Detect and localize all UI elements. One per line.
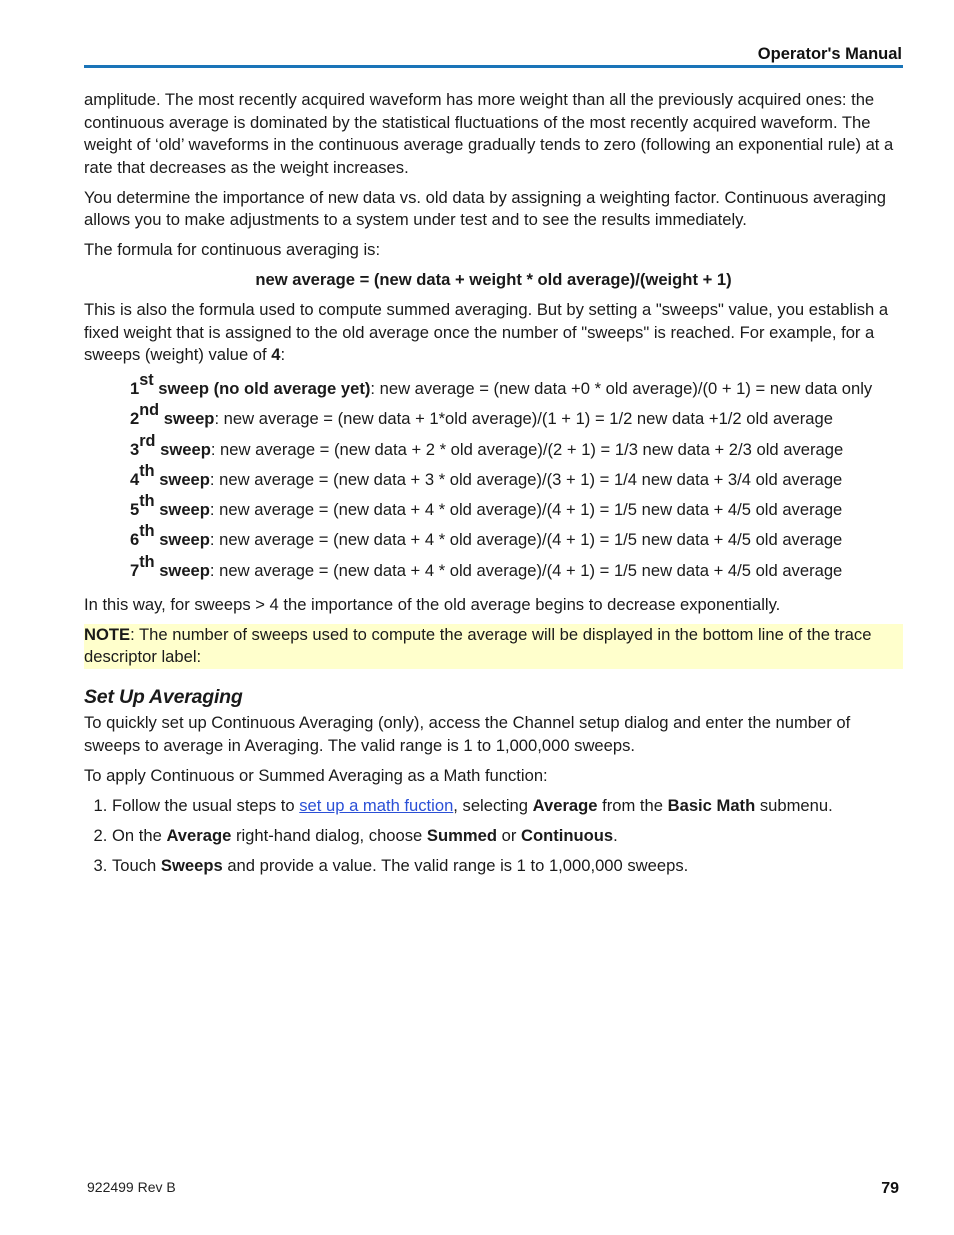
page-number: 79 <box>881 1180 899 1197</box>
paragraph-quick-setup: To quickly set up Continuous Averaging (only), access the Channel setup dialog and enter the number of sweeps to average in Averaging. The valid range is 1 to 1,000,000 sweeps. <box>84 713 851 755</box>
section-heading: Set Up Averaging <box>84 685 243 708</box>
note-box <box>84 624 903 669</box>
sweep-item: 4th sweep: new average = (new data + 3 * old average)/(3 + 1) = 1/4 new data + 3/4 old average <box>130 461 843 489</box>
sweep-item: 7th sweep: new average = (new data + 4 * old average)/(4 + 1) = 1/5 new data + 4/5 old average <box>130 552 843 580</box>
sweep-item: 5th sweep: new average = (new data + 4 * old average)/(4 + 1) = 1/5 new data + 4/5 old average <box>130 492 843 520</box>
sweep-item: 6th sweep: new average = (new data + 4 * old average)/(4 + 1) = 1/5 new data + 4/5 old average <box>130 522 843 550</box>
footer-doc-id: 922499 Rev B <box>87 1179 176 1195</box>
note-text: : The number of sweeps used to compute the average will be displayed in the bottom line of the trace descriptor label: <box>84 624 872 667</box>
formula: new average = (new data + weight * old average)/(weight + 1) <box>255 270 732 289</box>
header-title: Operator's Manual <box>757 45 902 63</box>
sweep-item: 3rd sweep: new average = (new data + 2 * old average)/(2 + 1) = 1/3 new data + 2/3 old average <box>130 431 844 459</box>
sweep-item: 1st sweep (no old average yet): new average = (new data +0 * old average)/(0 + 1) = new data only <box>130 371 873 398</box>
step-item: 3. Touch Sweeps and provide a value. The valid range is 1 to 1,000,000 sweeps. <box>112 855 903 878</box>
paragraph-formula-intro: The formula for continuous averaging is: <box>84 240 381 259</box>
paragraph-amplitude: amplitude. The most recently acquired waveform has more weight than all the previously acquired ones: the continuous average is dominated by the statistical fluctuations of the most recently acquired waveform. The weight of ‘old’ waveforms in the continuous average gradually tends to zero (following an exponential rule) at a rate that decreases as the weight increases. <box>84 90 894 177</box>
step-item: 1. Follow the usual steps to set up a math fuction, selecting Average from the Basic Math submenu. <box>112 795 903 818</box>
paragraph-math-intro: To apply Continuous or Summed Averaging as a Math function: <box>84 765 548 785</box>
paragraph-exponential: In this way, for sweeps > 4 the importance of the old average begins to decrease exponentially. <box>84 594 781 614</box>
header-rule <box>84 65 903 68</box>
note-label: NOTE <box>84 624 131 644</box>
paragraph-weighting: You determine the importance of new data vs. old data by assigning a weighting factor. Continuous averaging allows you to make adjustments to a system under test and to see the results immediately. <box>84 187 886 229</box>
math-setup-link[interactable]: set up a math fuction <box>299 795 454 815</box>
sweep-item: 2nd sweep: new average = (new data + 1*old average)/(1 + 1) = 1/2 new data +1/2 old average <box>130 401 833 429</box>
steps-list <box>84 795 903 878</box>
paragraph-summed: This is also the formula used to compute summed averaging. But by setting a "sweeps" value, you establish a fixed weight that is assigned to the old average once the number of "sweeps" is reached. For example, for a sweeps (weight) value of 4: <box>84 300 889 364</box>
page-content <box>84 89 903 885</box>
sweep-list <box>130 371 903 586</box>
step-item: 2. On the Average right-hand dialog, choose Summed or Continuous. <box>112 825 903 848</box>
